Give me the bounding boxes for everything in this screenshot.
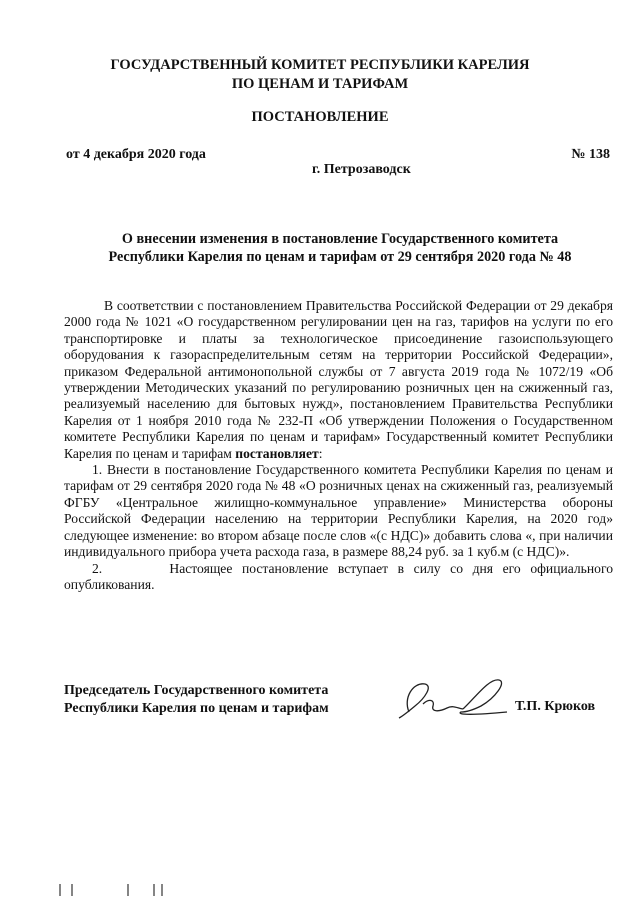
issuer-header	[0, 56, 640, 94]
subject-line-2: Республики Карелия по ценам и тарифам от 29 сентября 2020 года № 48	[108, 249, 572, 265]
signatory-name: Т.П. Крюков	[515, 699, 596, 714]
signatory-position-line-1: Председатель Государственного комитета	[64, 683, 329, 698]
preamble-colon: :	[318, 445, 323, 461]
item-2-paragraph: 2. Настоящее постановление вступает в силу со дня его официального опубликования.	[64, 560, 613, 592]
document-date: от 4 декабря 2020 года	[66, 147, 206, 162]
document-subject	[40, 230, 640, 266]
issuer-line-2: ПО ЦЕНАМ И ТАРИФАМ	[231, 76, 409, 92]
preamble-paragraph	[64, 298, 613, 462]
signatory-position	[64, 682, 329, 718]
signatory-position-line-2: Республики Карелия по ценам и тарифам	[64, 701, 329, 716]
document-number: № 138	[571, 147, 610, 162]
document-city: г. Петрозаводск	[312, 162, 411, 177]
item-1-paragraph: 1. Внести в постановление Государственного комитета Республики Карелия по ценам и тарифам от 29 сентября 2020 года № 48 «О розничных ценах на сжиженный газ, реализуемый ФГБУ «Центральное жилищно-коммунальное управление» Министерства обороны Российской Федерации населению на территории Республики Карелия, на 2020 год» следующее изменение: во втором абзаце после слов «(с НДС)» добавить слова «, при наличии индивидуального прибора учета расхода газа, в размере 88,24 руб. за 1 куб.м (с НДС)».	[64, 462, 613, 560]
scan-edge-marks	[58, 882, 178, 898]
document-type: ПОСТАНОВЛЕНИЕ	[251, 109, 389, 125]
subject-line-1: О внесении изменения в постановление Государственного комитета	[121, 231, 559, 247]
issuer-line-1: ГОСУДАРСТВЕННЫЙ КОМИТЕТ РЕСПУБЛИКИ КАРЕЛИЯ	[110, 57, 530, 73]
document-body	[64, 298, 613, 593]
preamble-text: В соответствии с постановлением Правительства Российской Федерации от 29 декабря 2000 года № 1021 «О государственном регулировании цен на газ, тарифов на услуги по его транспортировке и платы за технологическое присоединение газоиспользующего оборудования к газораспределительным сетям на территории Российской Федерации», приказом Федеральной антимонопольной службы от 7 августа 2019 года № 1072/19 «Об утверждении Методических указаний по регулированию розничных цен на сжиженный газ, реализуемый населению для бытовых нужд», постановлением Правительства Республики Карелия от 1 ноября 2010 года № 232-П «Об утверждении Положения о Государственном комитете Республики Карелия по ценам и тарифам» Государственный комитет Республики Карелия по ценам и тарифам	[64, 298, 613, 461]
handwritten-signature	[395, 668, 510, 723]
preamble-keyword: постановляет	[235, 445, 319, 461]
